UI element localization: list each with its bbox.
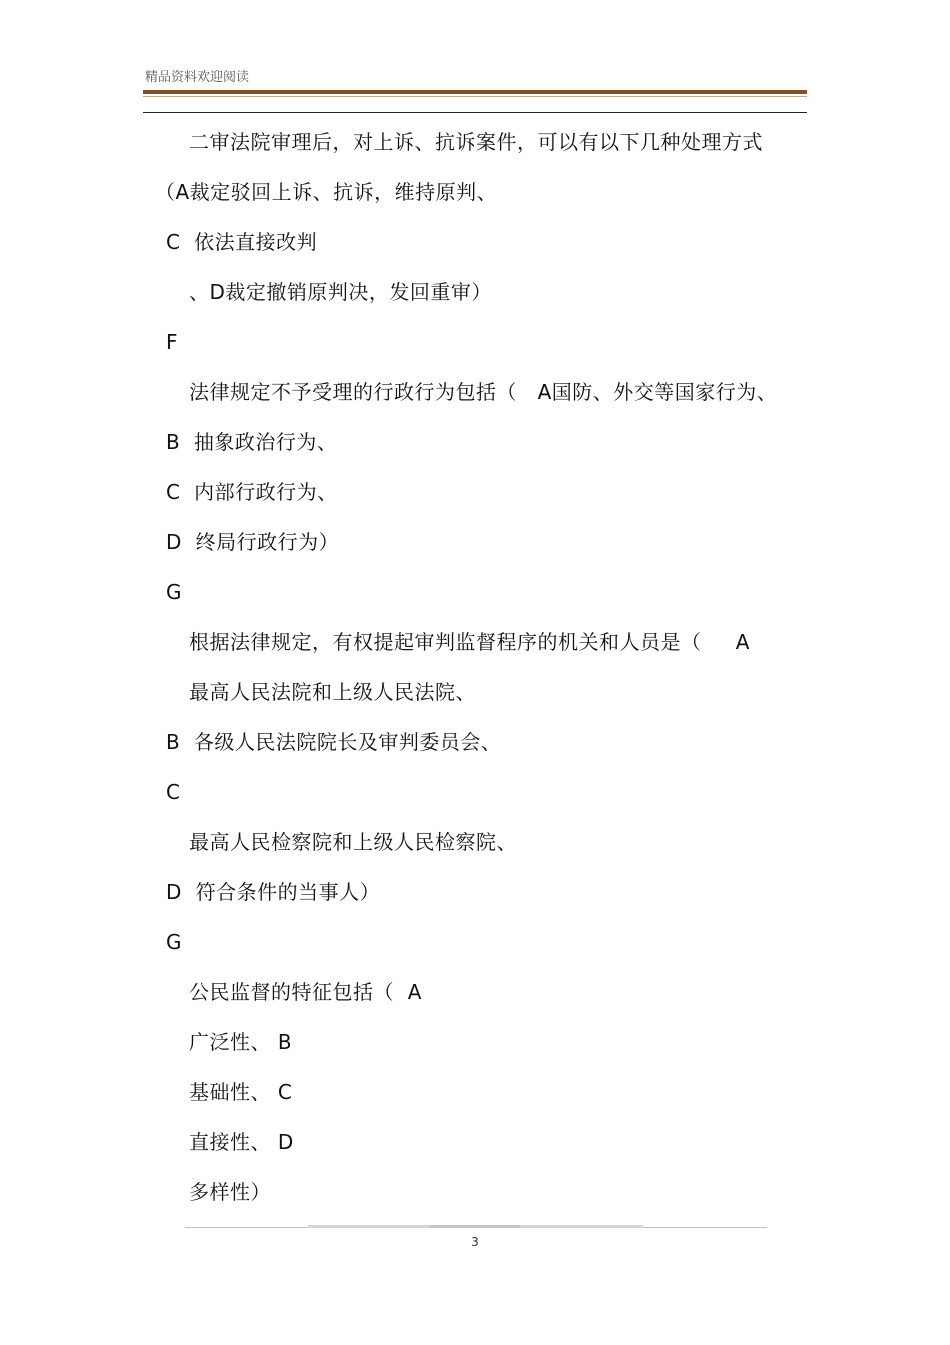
- footer-rule-center-shade: [430, 1225, 520, 1228]
- page-header-text: 精品资料欢迎阅读: [145, 70, 250, 85]
- question-3-option-c: 最高人民检察院和上级人民检察院、: [189, 830, 517, 854]
- question-2-text: 法律规定不予受理的行政行为包括（ A国防、外交等国家行为、: [189, 380, 778, 404]
- question-1-option-a: （A裁定驳回上诉、抗诉，维持原判、: [155, 180, 498, 204]
- question-3-option-b: B 各级人民法院院长及审判委员会、: [166, 730, 502, 754]
- question-4-option-b: 基础性、 C: [189, 1080, 293, 1104]
- question-1-option-c: C 依法直接改判: [166, 230, 318, 254]
- question-3-option-c-letter: C: [166, 780, 181, 804]
- header-rule-thin: [143, 96, 807, 97]
- question-1-option-d: 、D裁定撤销原判决，发回重审）: [189, 280, 492, 304]
- question-3-option-a: 最高人民法院和上级人民法院、: [189, 680, 476, 704]
- question-2-option-c: C 内部行政行为、: [166, 480, 338, 504]
- header-rule-thick: [143, 90, 807, 94]
- question-2-option-b: B 抽象政治行为、: [166, 430, 338, 454]
- question-3-text: 根据法律规定，有权提起审判监督程序的机关和人员是（ A: [189, 630, 750, 654]
- question-2-answer: G: [166, 580, 182, 604]
- question-2-option-d: D 终局行政行为）: [166, 530, 340, 554]
- question-3-answer: G: [166, 930, 182, 954]
- question-1-text: 二审法院审理后，对上诉、抗诉案件，可以有以下几种处理方式: [189, 130, 763, 154]
- question-1-answer: F: [166, 330, 179, 354]
- content-top-rule: [143, 112, 807, 113]
- page-number: 3: [471, 1235, 479, 1249]
- question-4-option-d: 多样性）: [189, 1180, 271, 1204]
- question-4-option-c: 直接性、 D: [189, 1130, 294, 1154]
- question-4-text: 公民监督的特征包括（ A: [189, 980, 422, 1004]
- question-3-option-d: D 符合条件的当事人）: [166, 880, 381, 904]
- question-4-option-a: 广泛性、 B: [189, 1030, 293, 1054]
